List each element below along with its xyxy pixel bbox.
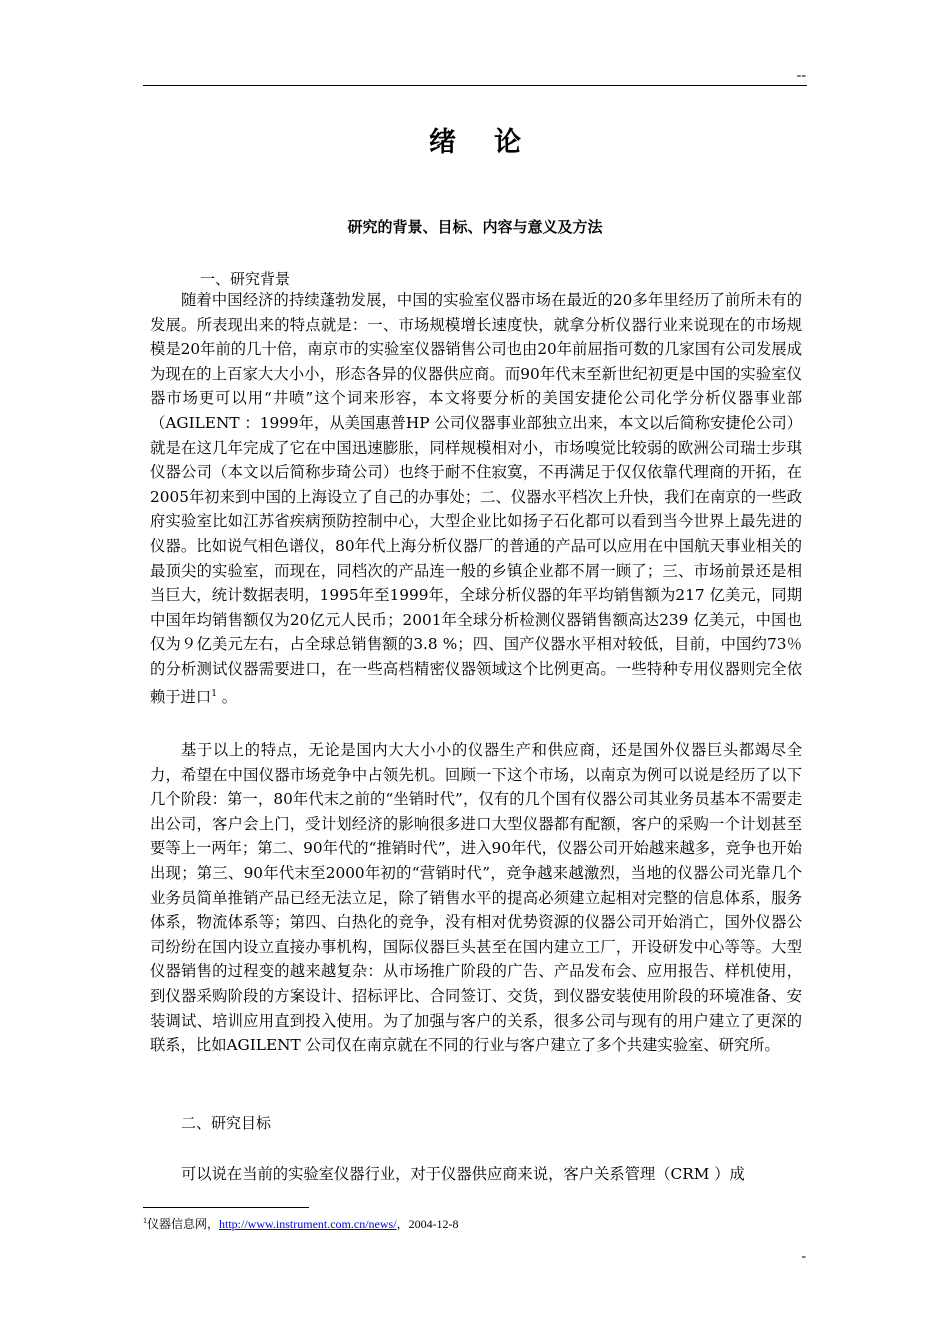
- heading-research-background: 一、研究背景: [200, 270, 291, 288]
- page-mark: -: [801, 1249, 806, 1264]
- footnote-link[interactable]: http://www.instrument.com.cn/news/: [219, 1217, 397, 1231]
- chapter-title: 绪论: [429, 127, 559, 158]
- footnote-source: 仪器信息网，: [147, 1217, 220, 1231]
- paragraph-background-text: 随着中国经济的持续蓬勃发展，中国的实验室仪器市场在最近的20多年里经历了前所未有的发展。所表现出来的特点就是：一、市场规模增长速度快，就拿分析仪器行业来说现在的市场规模是20年前的几十倍，南京市的实验室仪器销售公司也由20年前屈指可数的几家国有公司发展成为现在的上百家大大小小，形态各异的仪器供应商。而90年代末至新世纪初更是中国的实验室仪器市场更可以用“井喷”这个词来形容，本文将要分析的美国安捷伦公司化学分析仪器事业部（AGILENT ：1999年，从美国惠普HP 公司仪器事业部独立出来，本文以后简称安捷伦公司）就是在这几年完成了它在中国迅速膨胀，同样规模相对小，市场嗅觉比较弱的欧洲公司瑞士步琪仪器公司（本文以后简称步琦公司）也终于耐不住寂寞，不再满足于仅仅依靠代理商的开拓，在2005年初来到中国的上海设立了自己的办事处；二、仪器水平档次上升快，我们在南京的一些政府实验室比如江苏省疾病预防控制中心，大型企业比如扬子石化都可以看到当今世界上最先进的仪器。比如说气相色谱仪，80年代上海分析仪器厂的普通的产品可以应用在中国航天事业相关的最顶尖的实验室，而现在，同档次的产品连一般的乡镇企业都不屑一顾了；三、市场前景还是相当巨大，统计数据表明，1995年至1999年，全球分析仪器的年平均销售额为217 亿美元，同期中国年均销售额仅为20亿元人民币；2001年全球分析检测仪器销售额高达239 亿美元，中国也仅为９亿美元左右，占全球总销售额的3.8 %；四、国产仪器水平相对较低，目前，中国约73％的分析测试仪器需要进口，在一些高档精密仪器领域这个比例更高。一些特种专用仪器则完全依赖于进口: [150, 291, 802, 706]
- section-title: 研究的背景、目标、内容与意义及方法: [347, 218, 603, 236]
- paragraph-background: [150, 288, 802, 709]
- footnote: [143, 1212, 783, 1233]
- paragraph-goal: 可以说在当前的实验室仪器行业，对于仪器供应商来说，客户关系管理（CRM ）成: [181, 1165, 745, 1183]
- footnote-date: ，2004-12-8: [396, 1217, 459, 1231]
- footnote-marker: 1: [143, 1216, 147, 1225]
- footnote-rule: [143, 1207, 309, 1208]
- footnote-ref[interactable]: 1: [211, 688, 217, 699]
- heading-research-goal: 二、研究目标: [181, 1114, 272, 1132]
- paragraph-background-end: 。: [216, 687, 238, 706]
- header-rule: [143, 85, 807, 86]
- header-mark: --: [796, 68, 806, 83]
- paragraph-market-stages: 基于以上的特点，无论是国内大大小小的仪器生产和供应商，还是国外仪器巨头都竭尽全力，希望在中国仪器市场竞争中占领先机。回顾一下这个市场，以南京为例可以说是经历了以下几个阶段：第一，80年代末之前的“坐销时代”，仅有的几个国有仪器公司其业务员基本不需要走出公司，客户会上门，受计划经济的影响很多进口大型仪器都有配额，客户的采购一个计划甚至要等上一两年；第二、90年代的“推销时代”，进入90年代，仪器公司开始越来越多，竞争也开始出现；第三、90年代末至2000年初的“营销时代”，竞争越来越激烈，当地的仪器公司光靠几个业务员简单推销产品已经无法立足，除了销售水平的提高必须建立起相对完整的信息体系，服务体系，物流体系等；第四、白热化的竞争，没有相对优势资源的仪器公司开始消亡，国外仪器公司纷纷在国内设立直接办事机构，国际仪器巨头甚至在国内建立工厂，开设研发中心等等。大型仪器销售的过程变的越来越复杂：从市场推广阶段的广告、产品发布会、应用报告、样机使用，到仪器采购阶段的方案设计、招标评比、合同签订、交货，到仪器安装使用阶段的环境准备、安装调试、培训应用直到投入使用。为了加强与客户的关系，很多公司与现有的用户建立了更深的联系，比如AGILENT 公司仅在南京就在不同的行业与客户建立了多个共建实验室、研究所。: [150, 741, 802, 1055]
